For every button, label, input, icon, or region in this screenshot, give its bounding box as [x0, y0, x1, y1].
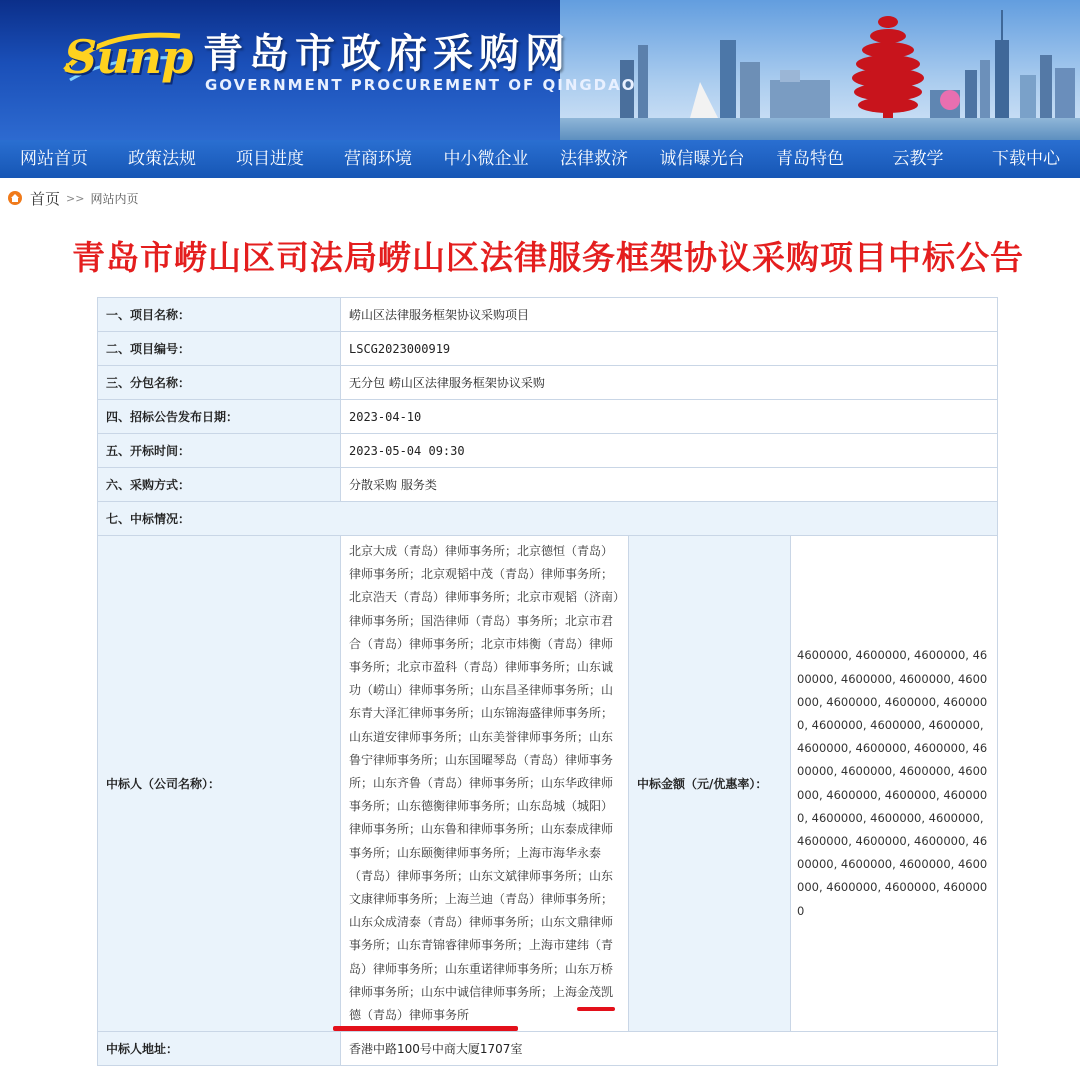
breadcrumb-home-link[interactable]: 首页 — [30, 189, 61, 208]
winner-names-highlight: 上海金茂凯德（青岛）律师事务所 — [349, 984, 614, 1023]
nav-item-legal-remedy[interactable]: 法律救济 — [560, 149, 628, 169]
breadcrumb — [8, 188, 138, 208]
bid-opening-time-value: 2023-05-04 09:30 — [341, 434, 998, 468]
table-row — [98, 1032, 998, 1066]
site-subtitle: GOVERNMENT PROCUREMENT OF QINGDAO — [205, 76, 637, 94]
row-label: 一、项目名称： — [98, 298, 341, 332]
page-title: 青岛市崂山区司法局崂山区法律服务框架协议采购项目中标公告 — [72, 238, 1024, 277]
main-nav — [0, 140, 1080, 178]
subpackage-name-value: 无分包 崂山区法律服务框架协议采购 — [341, 366, 998, 400]
project-number-value: LSCG2023000919 — [341, 332, 998, 366]
address-label: 中标人地址： — [98, 1032, 341, 1066]
address-value: 香港中路100号中商大厦1707室 — [341, 1032, 998, 1066]
winner-names-cell — [341, 536, 629, 1032]
table-row — [98, 536, 998, 1032]
sunp-logo-text: Sunp — [64, 30, 193, 84]
table-row — [98, 332, 998, 366]
procurement-method-value: 分散采购 服务类 — [341, 468, 998, 502]
row-label: 六、采购方式： — [98, 468, 341, 502]
table-row — [98, 502, 998, 536]
section7-label: 七、中标情况： — [98, 502, 998, 536]
nav-item-qingdao-features[interactable]: 青岛特色 — [776, 149, 844, 169]
nav-item-download-center[interactable]: 下载中心 — [992, 149, 1060, 169]
breadcrumb-current[interactable]: 网站内页 — [90, 191, 139, 206]
table-row — [98, 434, 998, 468]
nav-item-project-progress[interactable]: 项目进度 — [236, 149, 304, 169]
winner-label: 中标人（公司名称）： — [98, 536, 341, 1032]
nav-item-smes[interactable]: 中小微企业 — [443, 149, 529, 169]
amount-label: 中标金额（元/优惠率）： — [629, 536, 791, 1032]
table-row — [98, 366, 998, 400]
publish-date-value: 2023-04-10 — [341, 400, 998, 434]
nav-item-policy[interactable]: 政策法规 — [128, 149, 196, 169]
site-title: 青岛市政府采购网 — [203, 31, 571, 77]
red-underline-mark — [333, 1026, 518, 1031]
table-row — [98, 298, 998, 332]
banner-waterfront — [560, 118, 1080, 140]
site-banner — [0, 0, 1080, 140]
table-row — [98, 400, 998, 434]
amounts-cell: 4600000, 4600000, 4600000, 4600000, 4600000, 4600000, 4600000, 4600000, 4600000, 4600000, 4600000, 4600000, 4600000, 4600000, 4600000, 4600000, 4600000, 4600000, 4600000, 4600000, 4600000, 4600000, 4600000, 4600000, 4600000, 4600000, 4600000, 4600000, 4600000, 4600000, 4600000, 4600000, 4600000, 4600000, 4600000, 4600000 — [791, 536, 998, 1032]
red-underline-mark — [577, 1007, 615, 1011]
row-label: 四、招标公告发布日期： — [98, 400, 341, 434]
announcement-table — [97, 297, 998, 1066]
row-label: 二、项目编号： — [98, 332, 341, 366]
row-label: 五、开标时间： — [98, 434, 341, 468]
nav-item-integrity-exposure[interactable]: 诚信曝光台 — [659, 149, 745, 169]
nav-item-business-environment[interactable]: 营商环境 — [344, 149, 412, 169]
home-icon — [8, 191, 22, 205]
winner-names-text: 北京大成（青岛）律师事务所；北京德恒（青岛）律师事务所；北京观韬中茂（青岛）律师事务所；北京浩天（青岛）律师事务所；北京市观韬（济南）律师事务所；国浩律师（青岛）事务所；北京市君合（青岛）律师事务所；北京市炜衡（青岛）律师事务所；北京市盈科（青岛）律师事务所；山东诚功（崂山）律师事务所；山东昌圣律师事务所；山东青大泽汇律师事务所；山东锦海盛律师事务所；山东道安律师事务所；山东美誉律师事务所；山东鲁宁律师事务所；山东国曜琴岛（青岛）律师事务所；山东齐鲁（青岛）律师事务所；山东华政律师事务所；山东德衡律师事务所；山东岛城（城阳）律师事务所；山东鲁和律师事务所；山东泰成律师事务所；山东颐衡律师事务所；上海市海华永泰（青岛）律师事务所；山东文斌律师事务所；山东文康律师事务所；上海兰迪（青岛）律师事务所；山东众成清泰（青岛）律师事务所；山东文鼎律师事务所；山东青锦睿律师事务所；上海市建纬（青岛）律师事务所；山东重诺律师事务所；山东万桥律师事务所；山东中诚信律师事务所； — [349, 544, 620, 999]
breadcrumb-separator: >> — [66, 191, 85, 205]
table-row — [98, 468, 998, 502]
row-label: 三、分包名称： — [98, 366, 341, 400]
nav-item-cloud-teaching[interactable]: 云教学 — [892, 149, 944, 169]
nav-item-home[interactable]: 网站首页 — [20, 149, 88, 169]
project-name-value: 崂山区法律服务框架协议采购项目 — [341, 298, 998, 332]
